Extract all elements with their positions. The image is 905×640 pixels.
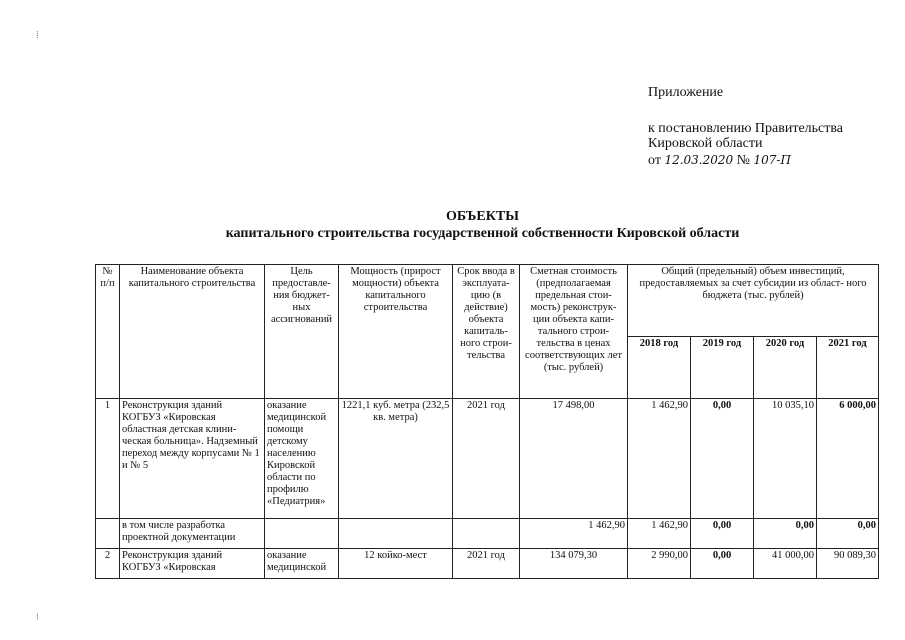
header-deadline: Срок ввода в эксплуата- цию (в действие) объекта капиталь- ного строи- тельства (453, 265, 520, 399)
row-cost: 1 462,90 (520, 519, 628, 549)
row-capacity: 12 койко-мест (339, 549, 453, 579)
row-purpose: оказание медицинской помощи детскому населению Кировской области по профилю «Педиатрия» (265, 399, 339, 519)
row-2020: 0,00 (754, 519, 817, 549)
scan-mark: ⁞ (36, 612, 39, 623)
row-deadline: 2021 год (453, 399, 520, 519)
header-capacity: Мощность (прирост мощности) объекта капитального строительства (339, 265, 453, 399)
row-purpose: оказание медицинской (265, 549, 339, 579)
row-deadline (453, 519, 520, 549)
row-purpose (265, 519, 339, 549)
row-cost: 134 079,30 (520, 549, 628, 579)
row-2021: 90 089,30 (817, 549, 879, 579)
header-2018: 2018 год (628, 337, 691, 399)
row-num: 1 (96, 399, 120, 519)
header-investment: Общий (предельный) объем инвестиций, предоставляемых за счет субсидии из област- ного бюджета (тыс. рублей) (628, 265, 879, 337)
row-num: 2 (96, 549, 120, 579)
number-prefix: № (736, 153, 751, 168)
document-subtitle: капитального строительства государственной собственности Кировской области (225, 226, 740, 241)
table-row (96, 519, 879, 549)
row-name: Реконструкция зданий КОГБУЗ «Кировская (120, 549, 265, 579)
header-num: № п/п (96, 265, 120, 399)
row-capacity: 1221,1 куб. метра (232,5 кв. метра) (339, 399, 453, 519)
handwritten-date: 12.03.2020 (664, 153, 734, 167)
table-row (96, 549, 879, 579)
document-title: ОБЪЕКТЫ (446, 209, 519, 224)
row-capacity (339, 519, 453, 549)
date-prefix: от (648, 153, 661, 168)
scan-mark: ⁞ (36, 30, 39, 41)
header-2020: 2020 год (754, 337, 817, 399)
row-2019: 0,00 (691, 519, 754, 549)
row-2021: 0,00 (817, 519, 879, 549)
header-2019: 2019 год (691, 337, 754, 399)
header-name: Наименование объекта капитального строительства (120, 265, 265, 399)
row-name: в том числе разработка проектной документации (120, 519, 265, 549)
row-2021: 6 000,00 (817, 399, 879, 519)
date-line (648, 152, 791, 169)
table-row (96, 399, 879, 519)
table-header-row (96, 265, 879, 337)
handwritten-number: 107-П (753, 153, 791, 167)
row-deadline: 2021 год (453, 549, 520, 579)
row-2020: 41 000,00 (754, 549, 817, 579)
resolution-line: к постановлению Правительства (648, 121, 844, 136)
row-num (96, 519, 120, 549)
row-2018: 1 462,90 (628, 399, 691, 519)
row-2018: 1 462,90 (628, 519, 691, 549)
header-cost: Сметная стоимость (предполагаемая предельная стои- мость) реконструк- ции объекта капи- тального строи- тельства в ценах соответствующих лет (тыс. рублей) (520, 265, 628, 399)
row-cost: 17 498,00 (520, 399, 628, 519)
region-line: Кировской области (648, 136, 763, 151)
row-name: Реконструкция зданий КОГБУЗ «Кировская областная детская клини- ческая больница». Надземный переход между корпусами № 1 и № 5 (120, 399, 265, 519)
appendix-label: Приложение (648, 85, 724, 100)
objects-table (95, 264, 879, 579)
header-2021: 2021 год (817, 337, 879, 399)
row-2018: 2 990,00 (628, 549, 691, 579)
row-2019: 0,00 (691, 399, 754, 519)
header-purpose: Цель предоставле- ния бюджет- ных ассигнований (265, 265, 339, 399)
row-2020: 10 035,10 (754, 399, 817, 519)
row-2019: 0,00 (691, 549, 754, 579)
